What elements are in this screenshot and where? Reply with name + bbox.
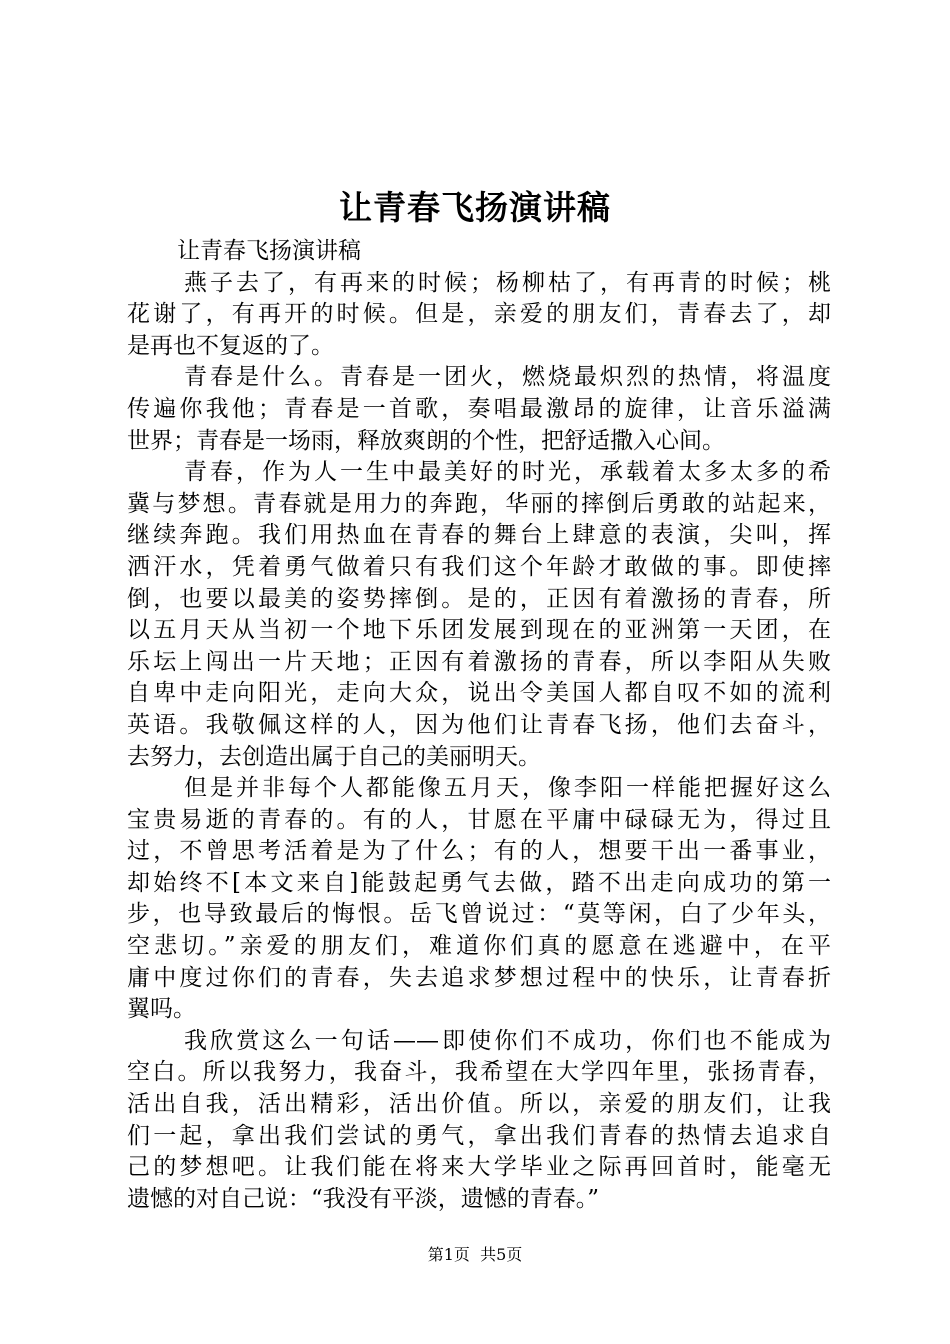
text-line: 遗憾的对自己说：“我没有平淡，遗憾的青春。” — [127, 1185, 600, 1212]
text-line: 以五月天从当初一个地下乐团发展到现在的亚洲第一天团，在 — [127, 617, 831, 644]
text-line: 花谢了，有再开的时候。但是，亲爱的朋友们，青春去了，却 — [127, 301, 831, 328]
text-line: 继续奔跑。我们用热血在青春的舞台上肆意的表演，尖叫，挥 — [127, 522, 831, 549]
text-line: 们一起，拿出我们尝试的勇气，拿出我们青春的热情去追求自 — [127, 1122, 831, 1149]
text-line: 青春是什么。青春是一团火，燃烧最炽烈的热情，将温度 — [184, 364, 831, 391]
text-line: 翼吗。 — [127, 996, 196, 1023]
text-line: 青春，作为人一生中最美好的时光，承载着太多太多的希 — [184, 459, 831, 486]
document-body — [127, 236, 831, 1215]
text-line: 空悲切。”亲爱的朋友们，难道你们真的愿意在逃避中，在平 — [127, 933, 831, 960]
text-line: 自卑中走向阳光，走向大众，说出令美国人都自叹不如的流利 — [127, 680, 831, 707]
text-line: 英语。我敬佩这样的人，因为他们让青春飞扬，他们去奋斗， — [127, 711, 831, 738]
text-line: 空白。所以我努力，我奋斗，我希望在大学四年里，张扬青春， — [127, 1059, 831, 1086]
page-number: 第1页 — [427, 1245, 470, 1264]
text-line: 我欣赏这么一句话——即使你们不成功，你们也不能成为 — [184, 1027, 831, 1054]
text-line: 是再也不复返的了。 — [127, 332, 334, 359]
text-line: 宝贵易逝的青春的。有的人，甘愿在平庸中碌碌无为，得过且 — [127, 806, 831, 833]
text-line: 世界；青春是一场雨，释放爽朗的个性，把舒适撒入心间。 — [127, 427, 725, 454]
page-total: 共5页 — [480, 1245, 523, 1264]
text-line: 燕子去了，有再来的时候；杨柳枯了，有再青的时候；桃 — [184, 269, 831, 296]
text-line: 活出自我，活出精彩，活出价值。所以，亲爱的朋友们，让我 — [127, 1091, 831, 1118]
document-subtitle: 让青春飞扬演讲稿 — [177, 238, 361, 264]
text-line: 倒，也要以最美的姿势摔倒。是的，正因有着激扬的青春，所 — [127, 585, 831, 612]
text-line: 却始终不[本文来自]能鼓起勇气去做，踏不出走向成功的第一 — [127, 869, 831, 896]
text-line: 洒汗水，凭着勇气做着只有我们这个年龄才敢做的事。即使摔 — [127, 553, 831, 580]
text-line: 冀与梦想。青春就是用力的奔跑，华丽的摔倒后勇敢的站起来， — [127, 490, 831, 517]
document-title: 让青春飞扬演讲稿 — [339, 188, 611, 227]
text-line: 去努力，去创造出属于自己的美丽明天。 — [127, 743, 541, 770]
page-footer — [0, 1244, 950, 1266]
text-line: 庸中度过你们的青春，失去追求梦想过程中的快乐，让青春折 — [127, 964, 831, 991]
text-line: 过，不曾思考活着是为了什么；有的人，想要干出一番事业， — [127, 838, 831, 865]
text-line: 乐坛上闯出一片天地；正因有着激扬的青春，所以李阳从失败 — [127, 648, 831, 675]
text-line: 传遍你我他；青春是一首歌，奏唱最激昂的旋律，让音乐溢满 — [127, 395, 831, 422]
text-line: 但是并非每个人都能像五月天，像李阳一样能把握好这么 — [184, 775, 831, 802]
text-line: 己的梦想吧。让我们能在将来大学毕业之际再回首时，能毫无 — [127, 1154, 831, 1181]
text-line: 步，也导致最后的悔恨。岳飞曾说过：“莫等闲，白了少年头， — [127, 901, 831, 928]
